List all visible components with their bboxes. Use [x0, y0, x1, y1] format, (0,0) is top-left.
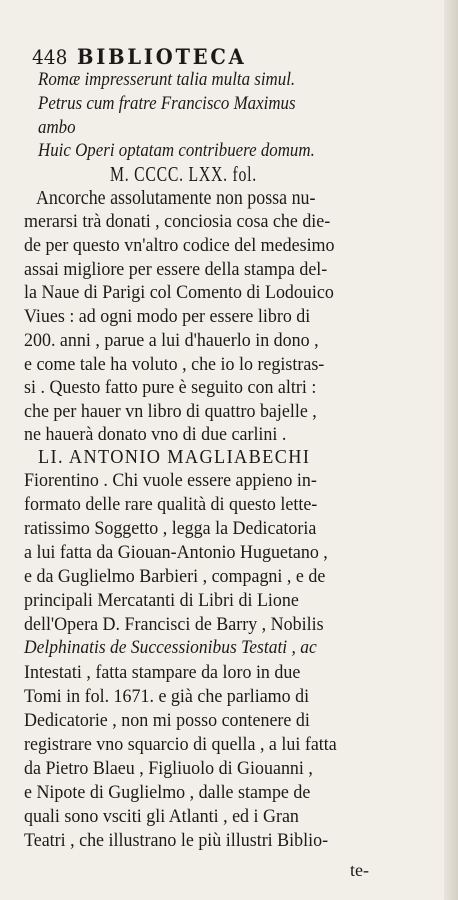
paragraph-line: la Naue di Parigi col Comento di Lodouico — [24, 282, 334, 303]
verse-line: Romæ impresserunt talia multa simul. — [38, 70, 296, 90]
paragraph-line: da Pietro Blaeu , Figliuolo di Giouanni , — [24, 758, 313, 779]
paragraph-line: Tomi in fol. 1671. e già che parliamo di — [24, 686, 310, 707]
paragraph-line: e come tale ha voluto , che io lo registras- — [24, 354, 325, 375]
section-name: ANTONIO MAGLIABECHI — [68, 446, 311, 468]
paragraph-line: Delphinatis de Successionibus Testati , ac — [24, 638, 317, 658]
section-heading — [38, 446, 440, 469]
verse-line: Huic Operi optatam contribuere domum. — [38, 141, 315, 161]
paragraph-line: Teatri , che illustrano le più illustri Biblio- — [24, 830, 329, 851]
paragraph-line: assai migliore per essere della stampa del- — [24, 259, 328, 280]
verse-line: ambo — [38, 118, 76, 138]
paragraph-line: Dedicatorie , non mi posso contenere di — [24, 710, 310, 731]
paragraph-line: ratissimo Soggetto , legga la Dedicatoria — [24, 518, 317, 539]
paragraph-line: e Nipote di Guglielmo , dalle stampe de — [24, 782, 311, 803]
paragraph-line: a lui fatta da Giouan-Antonio Huguetano , — [24, 542, 328, 563]
paragraph-line: si . Questo fatto pure è seguito con altri : — [24, 377, 317, 398]
section-number: LI. — [38, 446, 64, 468]
paragraph-line: Viues : ad ogni modo per essere libro di — [24, 306, 311, 327]
paragraph-line: formato delle rare qualità di questo lette- — [24, 494, 318, 515]
catchword: te- — [350, 860, 369, 880]
paragraph-line: registrare vno squarcio di quella , a lui fatta — [24, 734, 337, 755]
paragraph-line: Intestati , fatta stampare da loro in due — [24, 662, 301, 683]
paragraph-line: merarsi trà donati , conciosia cosa che die- — [24, 211, 331, 232]
paragraph-line: dell'Opera D. Francisci de Barry , Nobilis — [24, 614, 324, 635]
running-header — [32, 44, 440, 69]
running-title: BIBLIOTECA — [76, 44, 247, 69]
verse-line: Petrus cum fratre Francisco Maximus — [38, 94, 296, 114]
paragraph-line: 200. anni , parue a lui d'hauerlo in dono , — [24, 330, 319, 351]
paragraph-line: principali Mercatanti di Libri di Lione — [24, 590, 299, 611]
paragraph-line: e da Guglielmo Barbieri , compagni , e de — [24, 566, 326, 587]
paragraph-line: quali sono vsciti gli Atlanti , ed i Gran — [24, 806, 299, 827]
date-line: M. CCCC. LXX. fol. — [110, 162, 257, 186]
paragraph-line: de per questo vn'altro codice del medesimo — [24, 235, 335, 256]
paragraph-line: che per hauer vn libro di quattro bajelle , — [24, 401, 317, 422]
page-number: 448 — [32, 45, 68, 69]
paragraph-line: Fiorentino . Chi vuole essere appieno in- — [24, 470, 317, 491]
paragraph-line: ne hauerà donato vno di due carlini . — [24, 424, 287, 445]
paragraph-line: Ancorche assolutamente non possa nu- — [36, 188, 316, 209]
